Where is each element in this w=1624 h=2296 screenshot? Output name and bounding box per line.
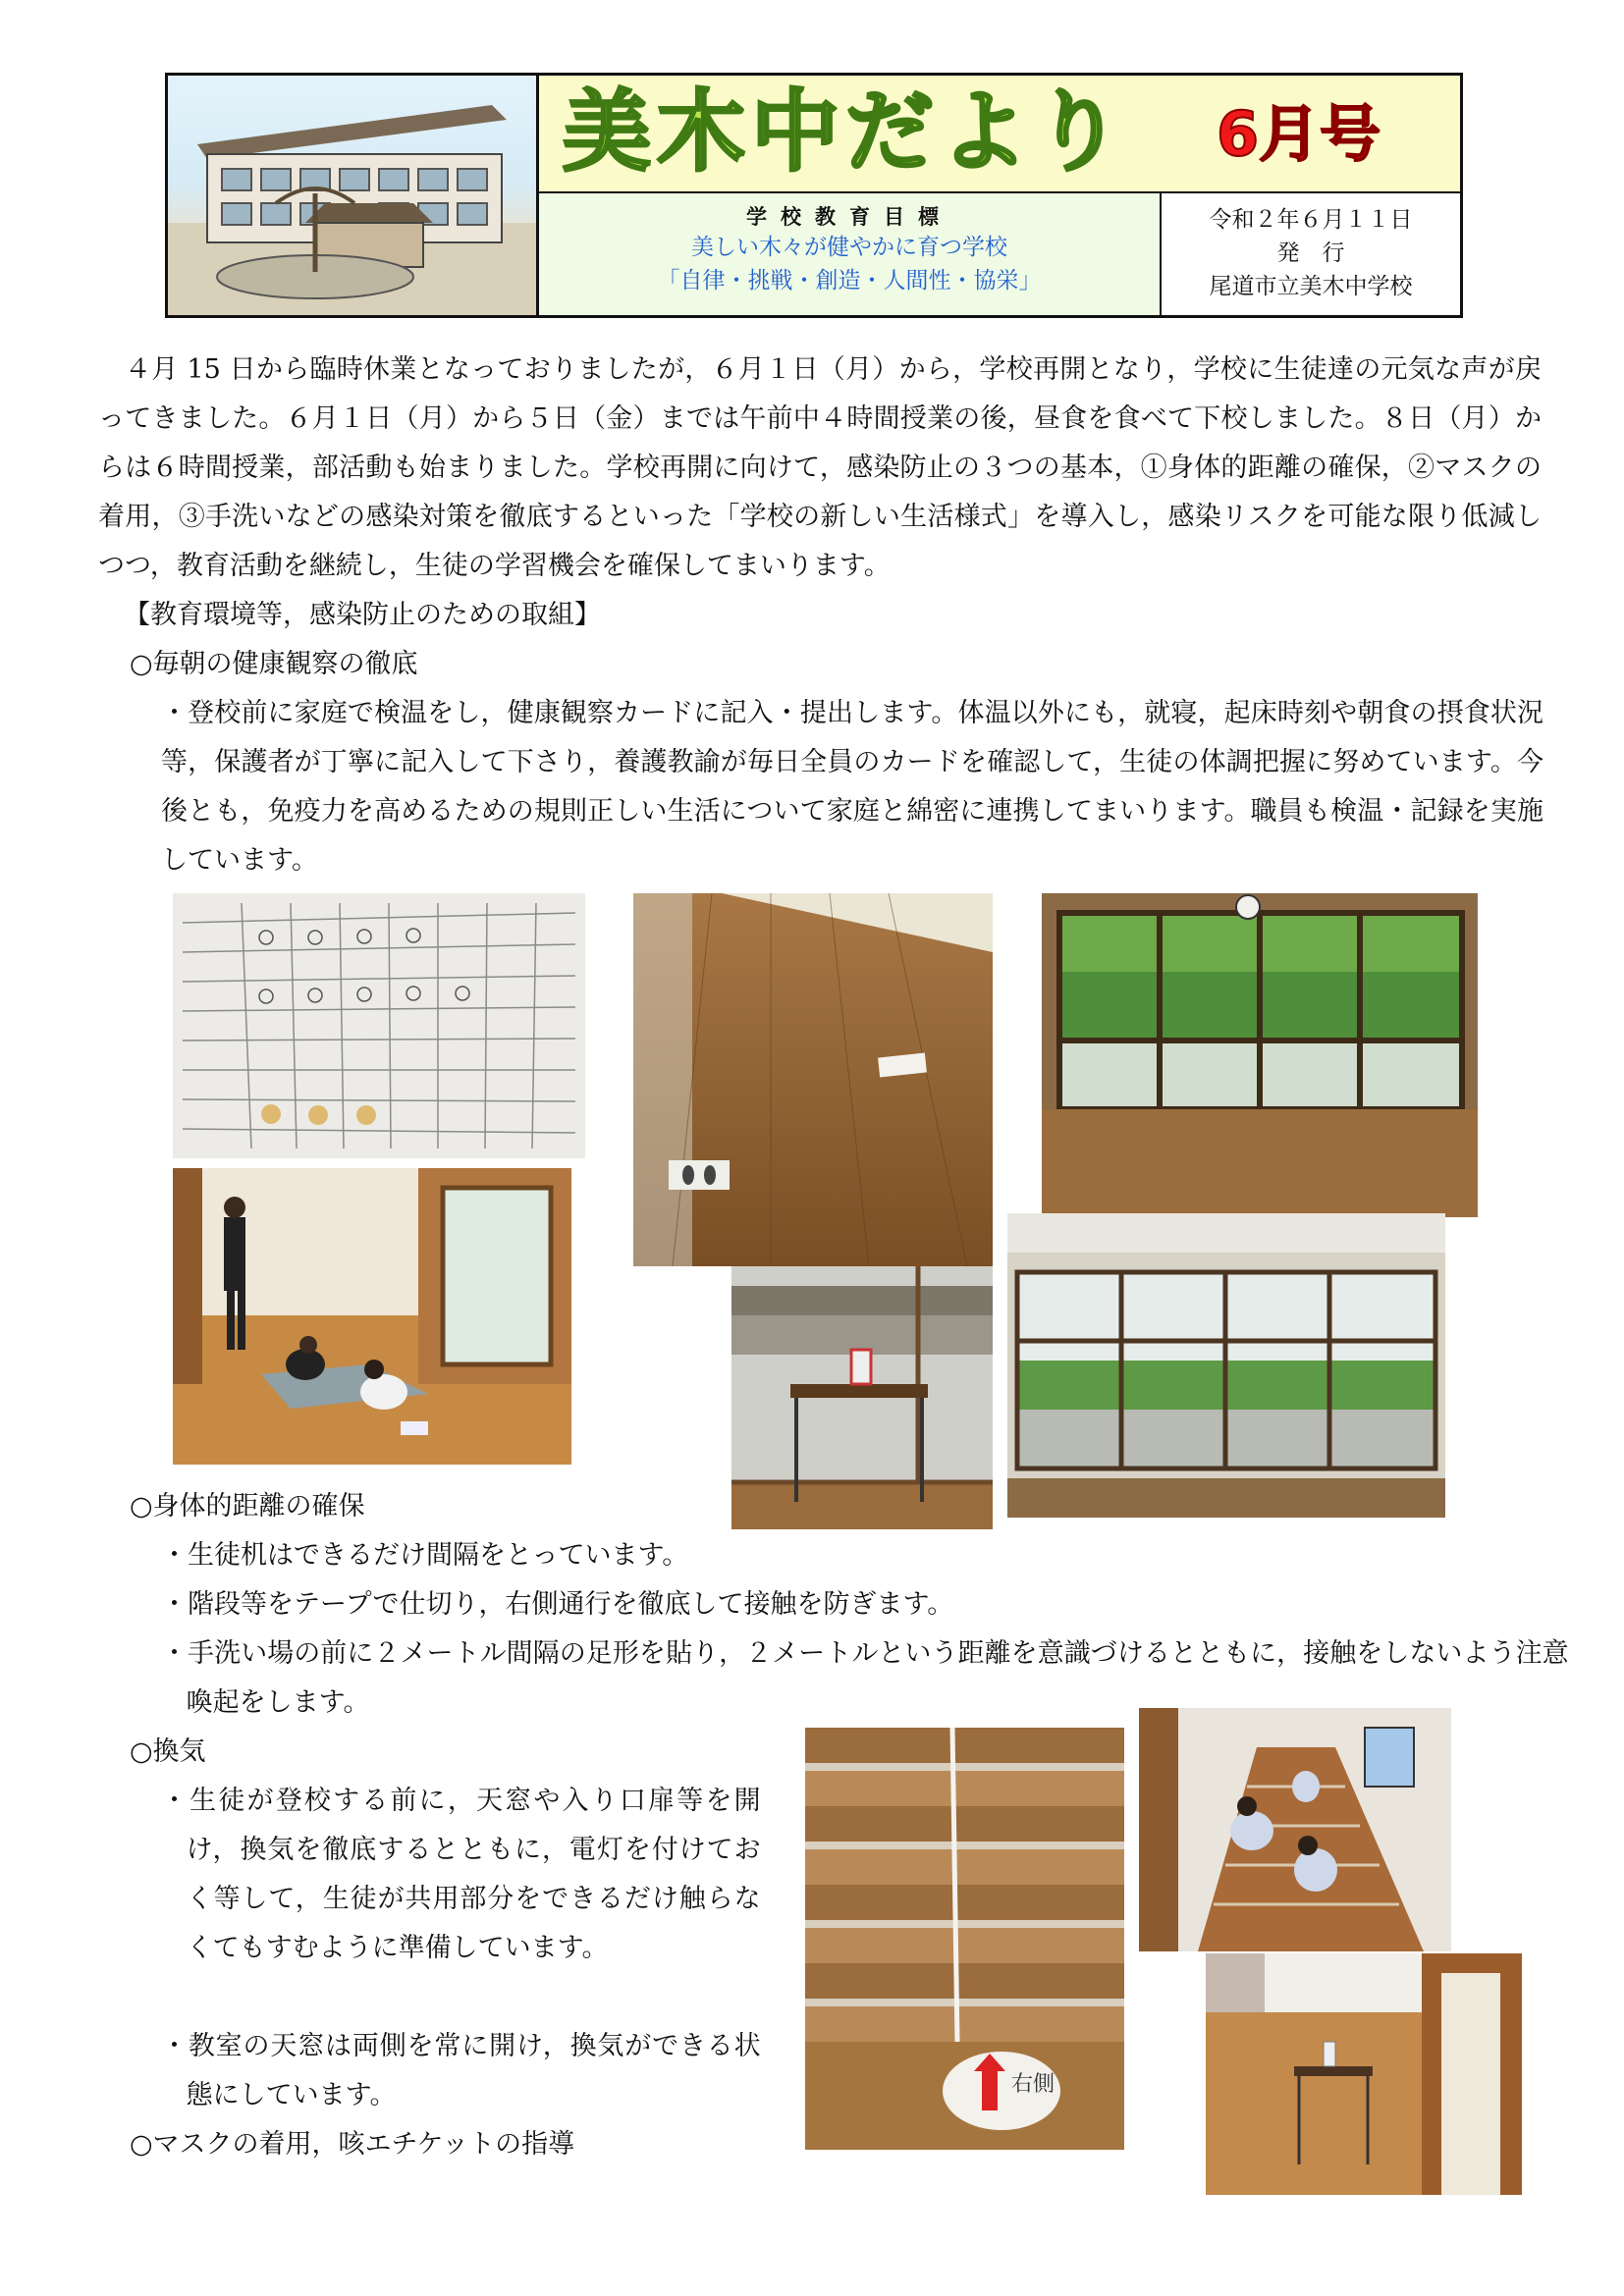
teachers-taping-stairs-photo [1139,1708,1451,1951]
issue-date: 令和２年６月１１日 [1209,207,1413,233]
school-building-illustration [168,76,539,315]
intro-paragraph: ４月 15 日から臨時休業となっておりましたが，６月１日（月）から，学校再開となり，学校に生徒達の元気な声が戻ってきました。６月１日（月）から５日（金）までは午前中４時間授業の後，昼食を食べて下校しました。８日（月）からは６時間授業，部活動も始まりました。学校再開に向けて，感染防止の３つの基本，①身体的距離の確保，②マスクの着用，③手洗いなどの感染対策を徹底するといった「学校の新しい生活様式」を導入し，感染リスクを可能な限り低減しつつ，教育活動を継続し，生徒の学習機会を確保してまいります。 [98,354,1542,581]
distance-item-handwash: ・手洗い場の前に２メートル間隔の足形を貼り，２メートルという距離を意識づけるとともに，接触をしないよう注意喚起をします。 [161,1638,1569,1718]
classroom-windows-photo [1007,1213,1445,1518]
teachers-marking-floor-photo [173,1168,571,1465]
distance-item-stairs: ・階段等をテープで仕切り，右側通行を徹底して接触を防ぎます。 [161,1589,954,1620]
issue-info-box [1162,193,1460,315]
open-windows-photo [1042,893,1478,1217]
corridor-sanitizer-photo [1206,1953,1522,2195]
stair-sign-text: 右側 [1011,2072,1056,2097]
distance-item-desks: ・生徒机はできるだけ間隔をとっています。 [161,1540,689,1571]
ventilation-heading: ○換気 [130,1736,206,1767]
goal-motto: 「自律・挑戦・創造・人間性・協栄」 [657,268,1042,294]
newsletter-title: 美木中だより [563,80,1128,184]
hallway-floor-photo [633,893,993,1266]
goal-line: 美しい木々が健やかに育つ学校 [691,235,1007,260]
newsletter-header [165,73,1463,318]
issue-label: 6月号 [1217,98,1381,170]
title-banner [539,76,1460,193]
mask-heading: ○マスクの着用，咳エチケットの指導 [130,2129,575,2160]
publisher: 尾道市立美木中学校 [1209,274,1413,299]
health-heading: ○毎朝の健康観察の徹底 [130,649,418,679]
section-title: 【教育環境等，感染防止のための取組】 [124,600,601,630]
issued-label: 発 行 [1276,240,1345,266]
health-text: ・登校前に家庭で検温をし，健康観察カードに記入・提出します。体温以外にも，就寝，起床時刻や朝食の摂食状況等，保護者が丁寧に記入して下さり，養護教諭が毎日全員のカードを確認して，生徒の体調把握に努めています。今後とも，免疫力を高めるための規則正しい生活について家庭と綿密に連携してまいります。職員も検温・記録を実施しています。 [161,698,1543,876]
taped-stairs-photo [805,1728,1124,2150]
health-card-photo [173,893,585,1158]
distance-heading: ○身体的距離の確保 [130,1491,365,1522]
ventilation-item-before-school: ・生徒が登校する前に，天窓や入り口扉等を開け，換気を徹底するとともに，電灯を付けておく等して，生徒が共用部分をできるだけ触らなくてもすむように準備しています。 [161,1786,761,1963]
school-goal-box [539,193,1162,315]
goal-heading: 学校教育目標 [746,204,952,229]
ventilation-item-skylights: ・教室の天窓は両側を常に開け，換気ができる状態にしています。 [161,2031,761,2110]
